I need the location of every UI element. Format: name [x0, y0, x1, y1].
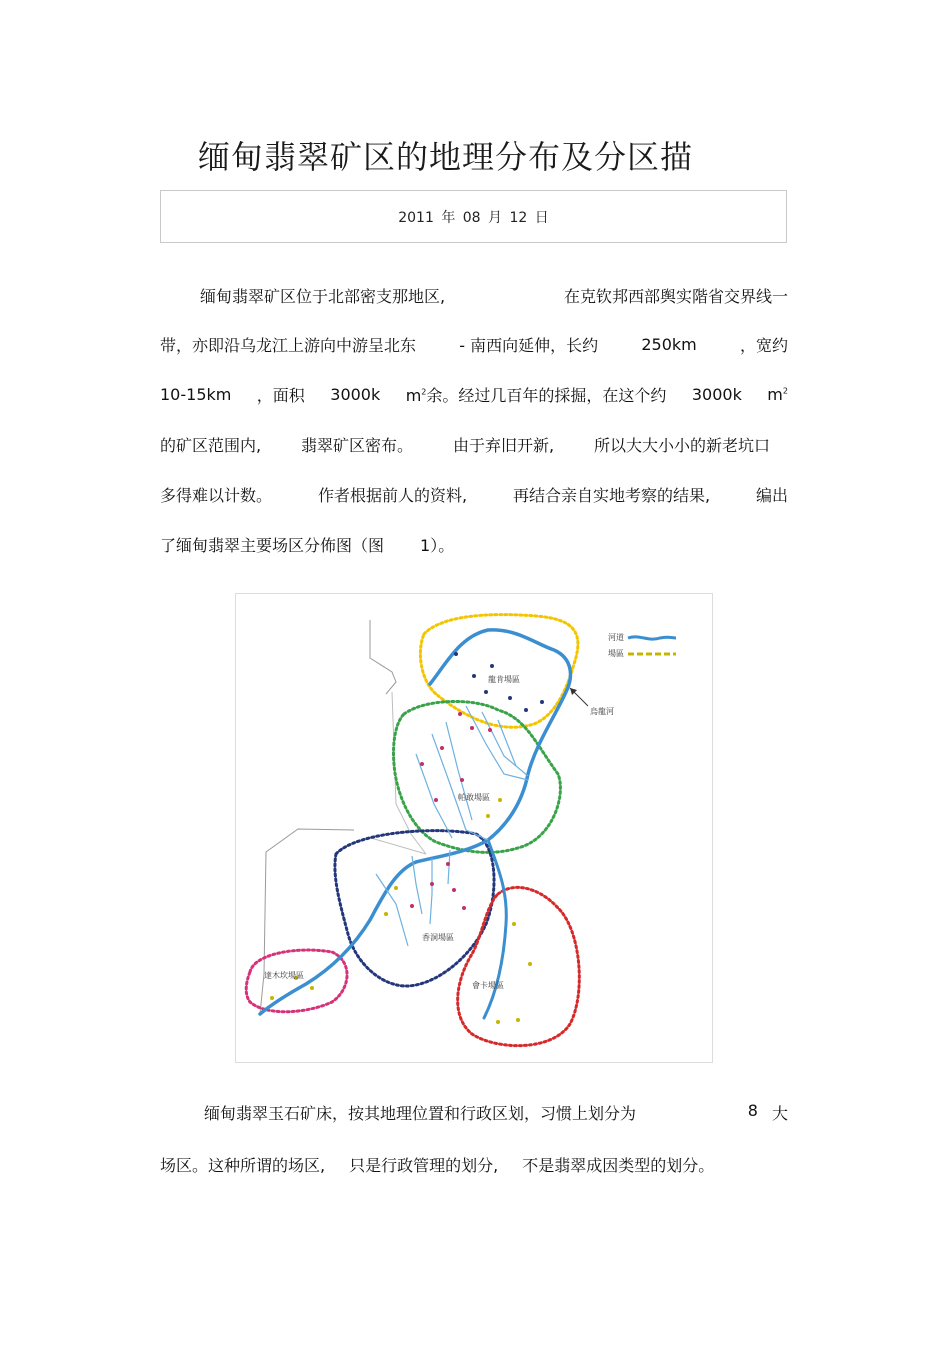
unit-m: m — [405, 385, 422, 405]
boundary-line — [260, 829, 354, 1014]
mine-dot — [454, 652, 458, 656]
text-segment: 由于弃旧开新, — [452, 435, 555, 455]
text-segment: 编出 — [755, 485, 788, 505]
text-segment: ，宽约 — [739, 335, 788, 355]
publish-date: 2011 年 08 月 12 日 — [398, 209, 549, 226]
mine-dot — [394, 886, 398, 890]
legend-river-swatch — [628, 637, 676, 639]
paragraph-2-line-2 — [160, 1152, 788, 1176]
date-box — [160, 190, 787, 243]
label-pazhen: 帕敢場區 — [458, 793, 490, 802]
label-longbin: 龍肯場區 — [488, 675, 520, 684]
page-title: 缅甸翡翠矿区的地理分布及分区描 — [198, 138, 694, 176]
text-segment: 1）。 — [420, 535, 455, 555]
text-segment: 10-15km — [160, 384, 232, 404]
text-segment: 多得难以计数。 — [160, 485, 273, 505]
mine-dot — [440, 746, 444, 750]
tributary — [430, 858, 432, 924]
text-segment: 所以大大小小的新老坑口 — [593, 435, 770, 455]
mine-dot — [430, 882, 434, 886]
mine-dot — [384, 912, 388, 916]
mine-dot — [488, 728, 492, 732]
label-huika: 會卡場區 — [472, 981, 504, 990]
mining-area-map — [235, 593, 713, 1063]
text-segment: 缅甸翡翠矿区位于北部密支那地区, — [200, 286, 446, 306]
boundary-line — [371, 838, 426, 854]
label-xiangdong: 香洞場區 — [422, 933, 454, 942]
mine-dot — [452, 888, 456, 892]
text-segment: 再结合亲自实地考察的结果, — [512, 485, 711, 505]
text-segment: 作者根据前人的资料, — [317, 485, 468, 505]
mine-dot — [516, 1018, 520, 1022]
mine-dot — [496, 1020, 500, 1024]
text-segment — [748, 1101, 788, 1124]
mine-dot — [310, 986, 314, 990]
mine-dot — [540, 700, 544, 704]
mine-dot — [528, 962, 532, 966]
text-segment — [406, 383, 667, 406]
text-segment: 带，亦即沿乌龙江上游向中游呈北东 — [160, 335, 417, 355]
mine-dot — [470, 726, 474, 730]
mine-dot — [512, 922, 516, 926]
mine-dot — [508, 696, 512, 700]
map-svg — [236, 594, 712, 1062]
text-segment: 的矿区范围内, — [160, 435, 262, 455]
text-segment — [767, 385, 788, 404]
text-segment: 场区。这种所谓的场区, — [160, 1155, 326, 1175]
paragraph-2-line-1 — [160, 1100, 788, 1124]
mine-dot — [460, 778, 464, 782]
text-segment: 缅甸翡翠玉石矿床，按其地理位置和行政区划，习惯上划分为 — [204, 1103, 637, 1123]
mine-dot — [484, 690, 488, 694]
mine-points — [270, 652, 544, 1024]
tributary — [482, 712, 528, 776]
paragraph-1-line-4 — [160, 432, 770, 456]
text-segment: 在克钦邦西部舆实階省交界线一 — [563, 286, 788, 306]
mine-dot — [410, 904, 414, 908]
text-segment: - 南西向延伸，长约 — [459, 335, 599, 355]
mine-dot — [486, 814, 490, 818]
mine-dot — [434, 798, 438, 802]
label-river: 烏龍河 — [590, 707, 614, 716]
text-segment: 余。经过几百年的採掘，在这个约 — [426, 385, 667, 405]
mine-dot — [462, 906, 466, 910]
text-segment: ，面积 — [256, 385, 305, 405]
text-segment: 不是翡翠成因类型的划分。 — [522, 1155, 715, 1175]
tributary — [416, 754, 452, 838]
mine-dot — [472, 674, 476, 678]
text-segment: 3000k — [330, 384, 381, 404]
tributary — [446, 722, 472, 820]
paragraph-1-line-2 — [160, 332, 788, 356]
paragraph-1-line-1 — [160, 283, 788, 307]
zone-xiangdong — [335, 831, 494, 986]
text-segment: 翡翠矿区密布。 — [301, 435, 414, 455]
text-segment: 大 — [771, 1103, 788, 1123]
legend-area-label: 場區 — [608, 649, 624, 658]
mine-dot — [270, 996, 274, 1000]
mine-dot — [490, 664, 494, 668]
mine-dot — [498, 798, 502, 802]
mine-dot — [446, 862, 450, 866]
unit-superscript: 2 — [421, 387, 427, 397]
tributary — [432, 734, 488, 840]
mine-dot — [420, 762, 424, 766]
label-damuguan: 達木坎場區 — [264, 971, 304, 980]
unit-superscript: 2 — [782, 386, 788, 396]
text-segment: 只是行政管理的划分, — [349, 1155, 499, 1175]
unit-m: m — [767, 384, 783, 404]
side-river — [484, 840, 506, 1018]
text-segment: 了缅甸翡翠主要场区分佈图（图 — [160, 535, 385, 555]
legend-river-label: 河道 — [608, 633, 624, 642]
mine-dot — [458, 712, 462, 716]
number-eight: 8 — [747, 1100, 758, 1120]
mine-dot — [524, 708, 528, 712]
paragraph-1-line-3 — [160, 382, 788, 406]
text-segment: 3000k — [691, 384, 742, 404]
boundary-line — [370, 620, 396, 694]
paragraph-1-line-6 — [160, 532, 788, 556]
paragraph-1-line-5 — [160, 482, 788, 506]
text-segment: 250km — [641, 334, 697, 354]
